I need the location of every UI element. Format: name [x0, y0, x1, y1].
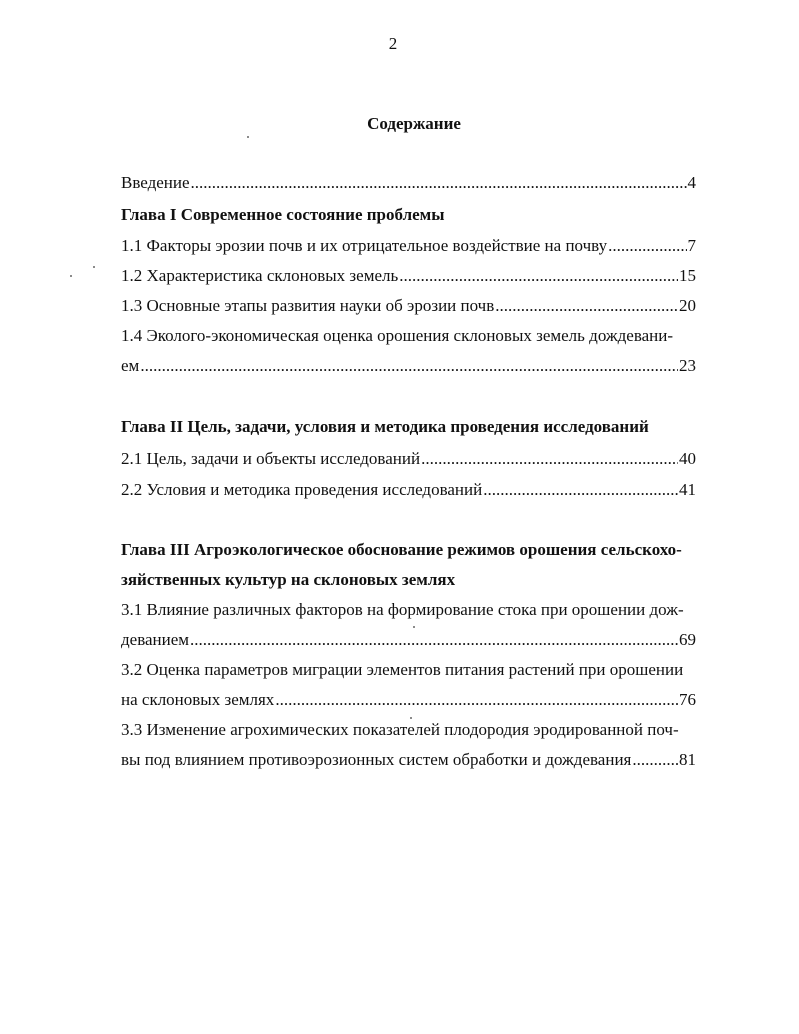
toc-entry-label: 2.1 Цель, задачи и объекты исследований [121, 449, 421, 468]
toc-entry [121, 296, 696, 316]
chapter-heading-cont: зяйственных культур на склоновых землях [121, 570, 456, 589]
toc-entry-label: 1.2 Характеристика склоновых земель [121, 266, 399, 285]
scan-speck [413, 626, 415, 628]
toc-entry-label-line1: 3.1 Влияние различных факторов на формирование стока при орошении дож- [121, 600, 684, 619]
dot-leader [190, 630, 678, 650]
toc-entry-page: 23 [679, 356, 696, 375]
dot-leader [421, 449, 678, 469]
toc-entry-label: деванием [121, 630, 190, 649]
chapter-heading: Глава I Современное состояние проблемы [121, 205, 445, 224]
scan-speck [70, 275, 72, 277]
toc-entry [121, 236, 696, 256]
dot-leader [608, 236, 686, 256]
toc-entry [121, 690, 696, 710]
dot-leader [275, 690, 678, 710]
toc-entry-page: 7 [687, 236, 696, 255]
toc-entry-page: 69 [679, 630, 696, 649]
toc-entry-page: 20 [679, 296, 696, 315]
toc-entry-page: 81 [679, 750, 696, 769]
toc-entry [121, 266, 696, 286]
toc-entry-page: 15 [679, 266, 696, 285]
toc-entry-label: 2.2 Условия и методика проведения исследований [121, 480, 483, 499]
toc-entry-page: 41 [679, 480, 696, 499]
scan-speck [410, 717, 412, 719]
toc-entry-label: ем [121, 356, 140, 375]
dot-leader [191, 173, 687, 193]
toc-entry-label: 1.1 Факторы эрозии почв и их отрицательное воздействие на почву [121, 236, 608, 255]
dot-leader [140, 356, 678, 376]
toc-entry [121, 750, 696, 770]
toc-title: Содержание [367, 114, 461, 133]
toc-entry-label-line1: 3.2 Оценка параметров миграции элементов питания растений при орошении [121, 660, 684, 679]
toc-entry-label: 1.3 Основные этапы развития науки об эрозии почв [121, 296, 495, 315]
toc-entry-page: 40 [679, 449, 696, 468]
dot-leader [495, 296, 678, 316]
scan-speck [247, 136, 249, 138]
toc-entry [121, 449, 696, 469]
chapter-heading: Глава II Цель, задачи, условия и методика проведения исследований [121, 417, 649, 436]
toc-entry-intro [121, 173, 696, 193]
toc-entry-label-line1: 1.4 Эколого-экономическая оценка орошения склоновых земель дождевани- [121, 326, 674, 345]
toc-entry-label-line1: 3.3 Изменение агрохимических показателей плодородия эродированной поч- [121, 720, 679, 739]
scan-speck [93, 266, 95, 268]
toc-entry-page: 4 [687, 173, 696, 192]
dot-leader [399, 266, 678, 286]
toc-entry-label: вы под влиянием противоэрозионных систем обработки и дождевания [121, 750, 632, 769]
toc-entry [121, 356, 696, 376]
page-number: 2 [388, 34, 398, 53]
toc-entry [121, 630, 696, 650]
chapter-heading: Глава III Агроэкологическое обоснование режимов орошения сельскохо- [121, 540, 682, 559]
toc-entry-label: на склоновых землях [121, 690, 275, 709]
toc-entry-label: Введение [121, 173, 190, 192]
toc-entry [121, 480, 696, 500]
toc-entry-page: 76 [679, 690, 696, 709]
dot-leader [632, 750, 678, 770]
dot-leader [483, 480, 678, 500]
